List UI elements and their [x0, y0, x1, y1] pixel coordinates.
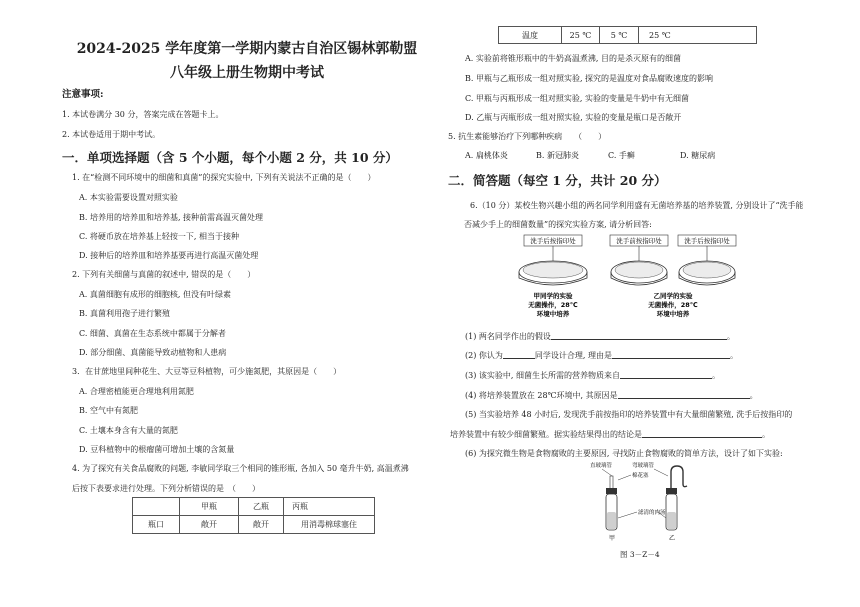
dish-label: 洗手后按指印处: [530, 237, 576, 245]
label-yi: 乙: [669, 535, 676, 542]
table-cell: 5 ℃: [600, 27, 639, 44]
question-6-intro: 6.（10 分）某校生物兴趣小组的两名同学利用盛有无菌培养基的培养装置, 分别设计了“洗手能否减少手上的细菌数量”的探究实验方案, 请分析回答:: [464, 201, 804, 229]
answer-blank[interactable]: [618, 390, 750, 399]
question-4-table: [132, 497, 375, 534]
section2-heading: 二．简答题（每空 1 分，共计 20 分）: [448, 173, 667, 188]
q6-sub-3: (3) 该实验中, 细菌生长所需的营养物质来自 。: [465, 371, 720, 380]
q6-sub-6: (6) 为探究微生物是食物腐败的主要原因, 寻找防止食物腐败的简单方法，设计了如下实验:: [465, 449, 783, 458]
answer-blank[interactable]: [642, 429, 762, 438]
jia-caption: 环境中培养: [536, 310, 570, 318]
exam-title: 2024-2025 学年度第一学期内蒙古自治区锡林郭勒盟: [76, 41, 418, 57]
table-header-cell: 甲瓶: [180, 498, 239, 516]
table-cell: 瓶口: [133, 516, 180, 534]
label-broth: 滤清的肉汤: [638, 510, 666, 516]
figure-caption: 图 3－Z－4: [620, 550, 660, 559]
jia-caption: 甲同学的实验: [533, 292, 573, 300]
question-5-option-c: C. 手癣: [608, 151, 635, 160]
question-4-stem-line1: 4. 为了探究有关食品腐败的问题, 李敏同学取三个相同的锥形瓶, 各加入 50 毫升牛奶, 高温煮沸: [72, 464, 409, 473]
question-5-option-b: B. 新冠肺炎: [536, 151, 579, 160]
table-header-row: [133, 498, 375, 516]
question-1-option-b: B. 培养用的培养皿和培养基, 接种前需高温灭菌处理: [79, 213, 264, 222]
dish-label: 洗手前按指印处: [616, 237, 662, 245]
question-4-table-continued: [498, 26, 757, 44]
label-straight-tube: 直玻璃管: [590, 463, 613, 469]
question-4-option-d: D. 乙瓶与丙瓶形成一组对照实验, 实验的变量是瓶口是否敞开: [465, 113, 682, 122]
question-2-option-c: C. 细菌、真菌在生态系统中都属于分解者: [79, 329, 226, 338]
left-column: [62, 0, 432, 607]
question-5-stem: 5. 抗生素能够治疗下列哪种疾病 （ ）: [448, 132, 607, 141]
q6-sub-5: (5) 当实验培养 48 小时后, 发现洗手前按指印的培养装置中有大量细菌繁殖, 洗手后按指印的: [465, 410, 793, 419]
table-cell: 25 ℃: [639, 27, 757, 44]
yi-caption: 环境中培养: [656, 310, 690, 318]
flask-apparatus-figure: [588, 458, 708, 546]
jia-caption: 无菌操作，28℃: [528, 301, 578, 309]
q6-sub-4-text: (4) 将培养装置放在 28℃环境中, 其原因是: [465, 391, 618, 400]
question-3-option-b: B. 空气中有氮肥: [79, 406, 138, 415]
q6-sub-5-cont: 培养装置中有较少细菌繁殖。据实验结果得出的结论是 。: [450, 430, 770, 439]
note-item: 1. 本试卷满分 30 分，答案完成在答题卡上。: [62, 110, 224, 119]
answer-blank[interactable]: [612, 350, 730, 359]
question-5-option-a: A. 扁桃体炎: [465, 151, 508, 160]
label-cotton-plug: 棉花塞: [632, 473, 649, 479]
yi-caption: 无菌操作，28℃: [648, 301, 698, 309]
q6-sub-1-text: (1) 两名同学作出的假设: [465, 332, 551, 341]
q6-sub-4: (4) 将培养装置放在 28℃环境中, 其原因是 。: [465, 391, 758, 400]
question-1-option-d: D. 接种后的培养皿和培养基要再进行高温灭菌处理: [79, 251, 259, 260]
question-2-option-d: D. 部分细菌、真菌能导致动植物和人患病: [79, 348, 227, 357]
question-1-option-a: A. 本实验需要设置对照实验: [79, 193, 178, 202]
question-2-stem: 2. 下列有关细菌与真菌的叙述中, 错误的是（ ）: [72, 270, 256, 279]
question-3-option-d: D. 豆科植物中的根瘤菌可增加土壤的含氮量: [79, 445, 235, 454]
notes-heading: 注意事项:: [62, 89, 104, 100]
table-cell: 敞开: [180, 516, 239, 534]
question-4-option-a: A. 实验前将锥形瓶中的牛奶高温煮沸, 目的是杀灭原有的细菌: [465, 54, 681, 63]
question-2-option-a: A. 真菌细胞有成形的细胞核, 但没有叶绿素: [79, 290, 231, 299]
question-1-option-c: C. 将硬币放在培养基上轻按一下, 相当于接种: [79, 232, 240, 241]
table-cell: 用消毒棉球塞住: [284, 516, 375, 534]
note-item: 2. 本试卷适用于期中考试。: [62, 130, 161, 139]
q6-sub-2: (2) 你认为 同学设计合理, 理由是 。: [465, 351, 738, 360]
question-1-stem: 1. 在“检测不同环境中的细菌和真菌”的探究实验中, 下列有关说法不正确的是（ ）: [72, 173, 376, 182]
question-5-option-d: D. 糖尿病: [680, 151, 716, 160]
q6-sub-3-text: (3) 该实验中, 细菌生长所需的营养物质来自: [465, 371, 620, 380]
q6-sub-2-text: (2) 你认为: [465, 351, 503, 360]
table-cell: 温度: [499, 27, 562, 44]
answer-blank[interactable]: [503, 350, 535, 359]
answer-blank[interactable]: [620, 370, 712, 379]
table-header-cell: 乙瓶: [239, 498, 284, 516]
table-cell: 25 ℃: [562, 27, 600, 44]
yi-caption: 乙同学的实验: [653, 292, 693, 300]
table-row: [133, 516, 375, 534]
q6-sub-5-cont-text: 培养装置中有较少细菌繁殖。据实验结果得出的结论是: [450, 430, 642, 439]
question-3-option-c: C. 土壤本身含有大量的氮肥: [79, 426, 178, 435]
section1-heading: 一．单项选择题（含 5 个小题，每个小题 2 分，共 10 分）: [62, 150, 398, 165]
question-3-stem: 3．在甘蔗地里间种花生、大豆等豆科植物，可少施氮肥，其原因是（ ）: [72, 367, 342, 376]
question-3-option-a: A. 合理密植能更合理地利用氮肥: [79, 387, 194, 396]
question-4-option-c: C. 甲瓶与丙瓶形成一组对照实验, 实验的变量是牛奶中有无细菌: [465, 94, 690, 103]
petri-dish-figure: [508, 232, 748, 326]
label-bent-tube: 弯玻璃管: [632, 463, 655, 469]
question-4-option-b: B. 甲瓶与乙瓶形成一组对照实验, 探究的是温度对食品腐败速度的影响: [465, 74, 714, 83]
question-4-stem-line2: 后按下表要求进行处理。下列分析错误的是 （ ）: [72, 484, 260, 493]
q6-sub-1: (1) 两名同学作出的假设 。: [465, 332, 735, 341]
table-header-cell: [133, 498, 180, 516]
table-row: [499, 27, 757, 44]
table-header-cell: 丙瓶: [284, 498, 375, 516]
dish-label: 洗手后按指印处: [684, 237, 730, 245]
answer-blank[interactable]: [551, 331, 727, 340]
exam-subtitle: 八年级上册生物期中考试: [170, 65, 324, 81]
right-column: [448, 0, 808, 607]
question-2-option-b: B. 真菌利用孢子进行繁殖: [79, 309, 170, 318]
q6-sub-2-text-b: 同学设计合理, 理由是: [534, 351, 612, 360]
label-jia: 甲: [609, 535, 616, 542]
table-cell: 敞开: [239, 516, 284, 534]
